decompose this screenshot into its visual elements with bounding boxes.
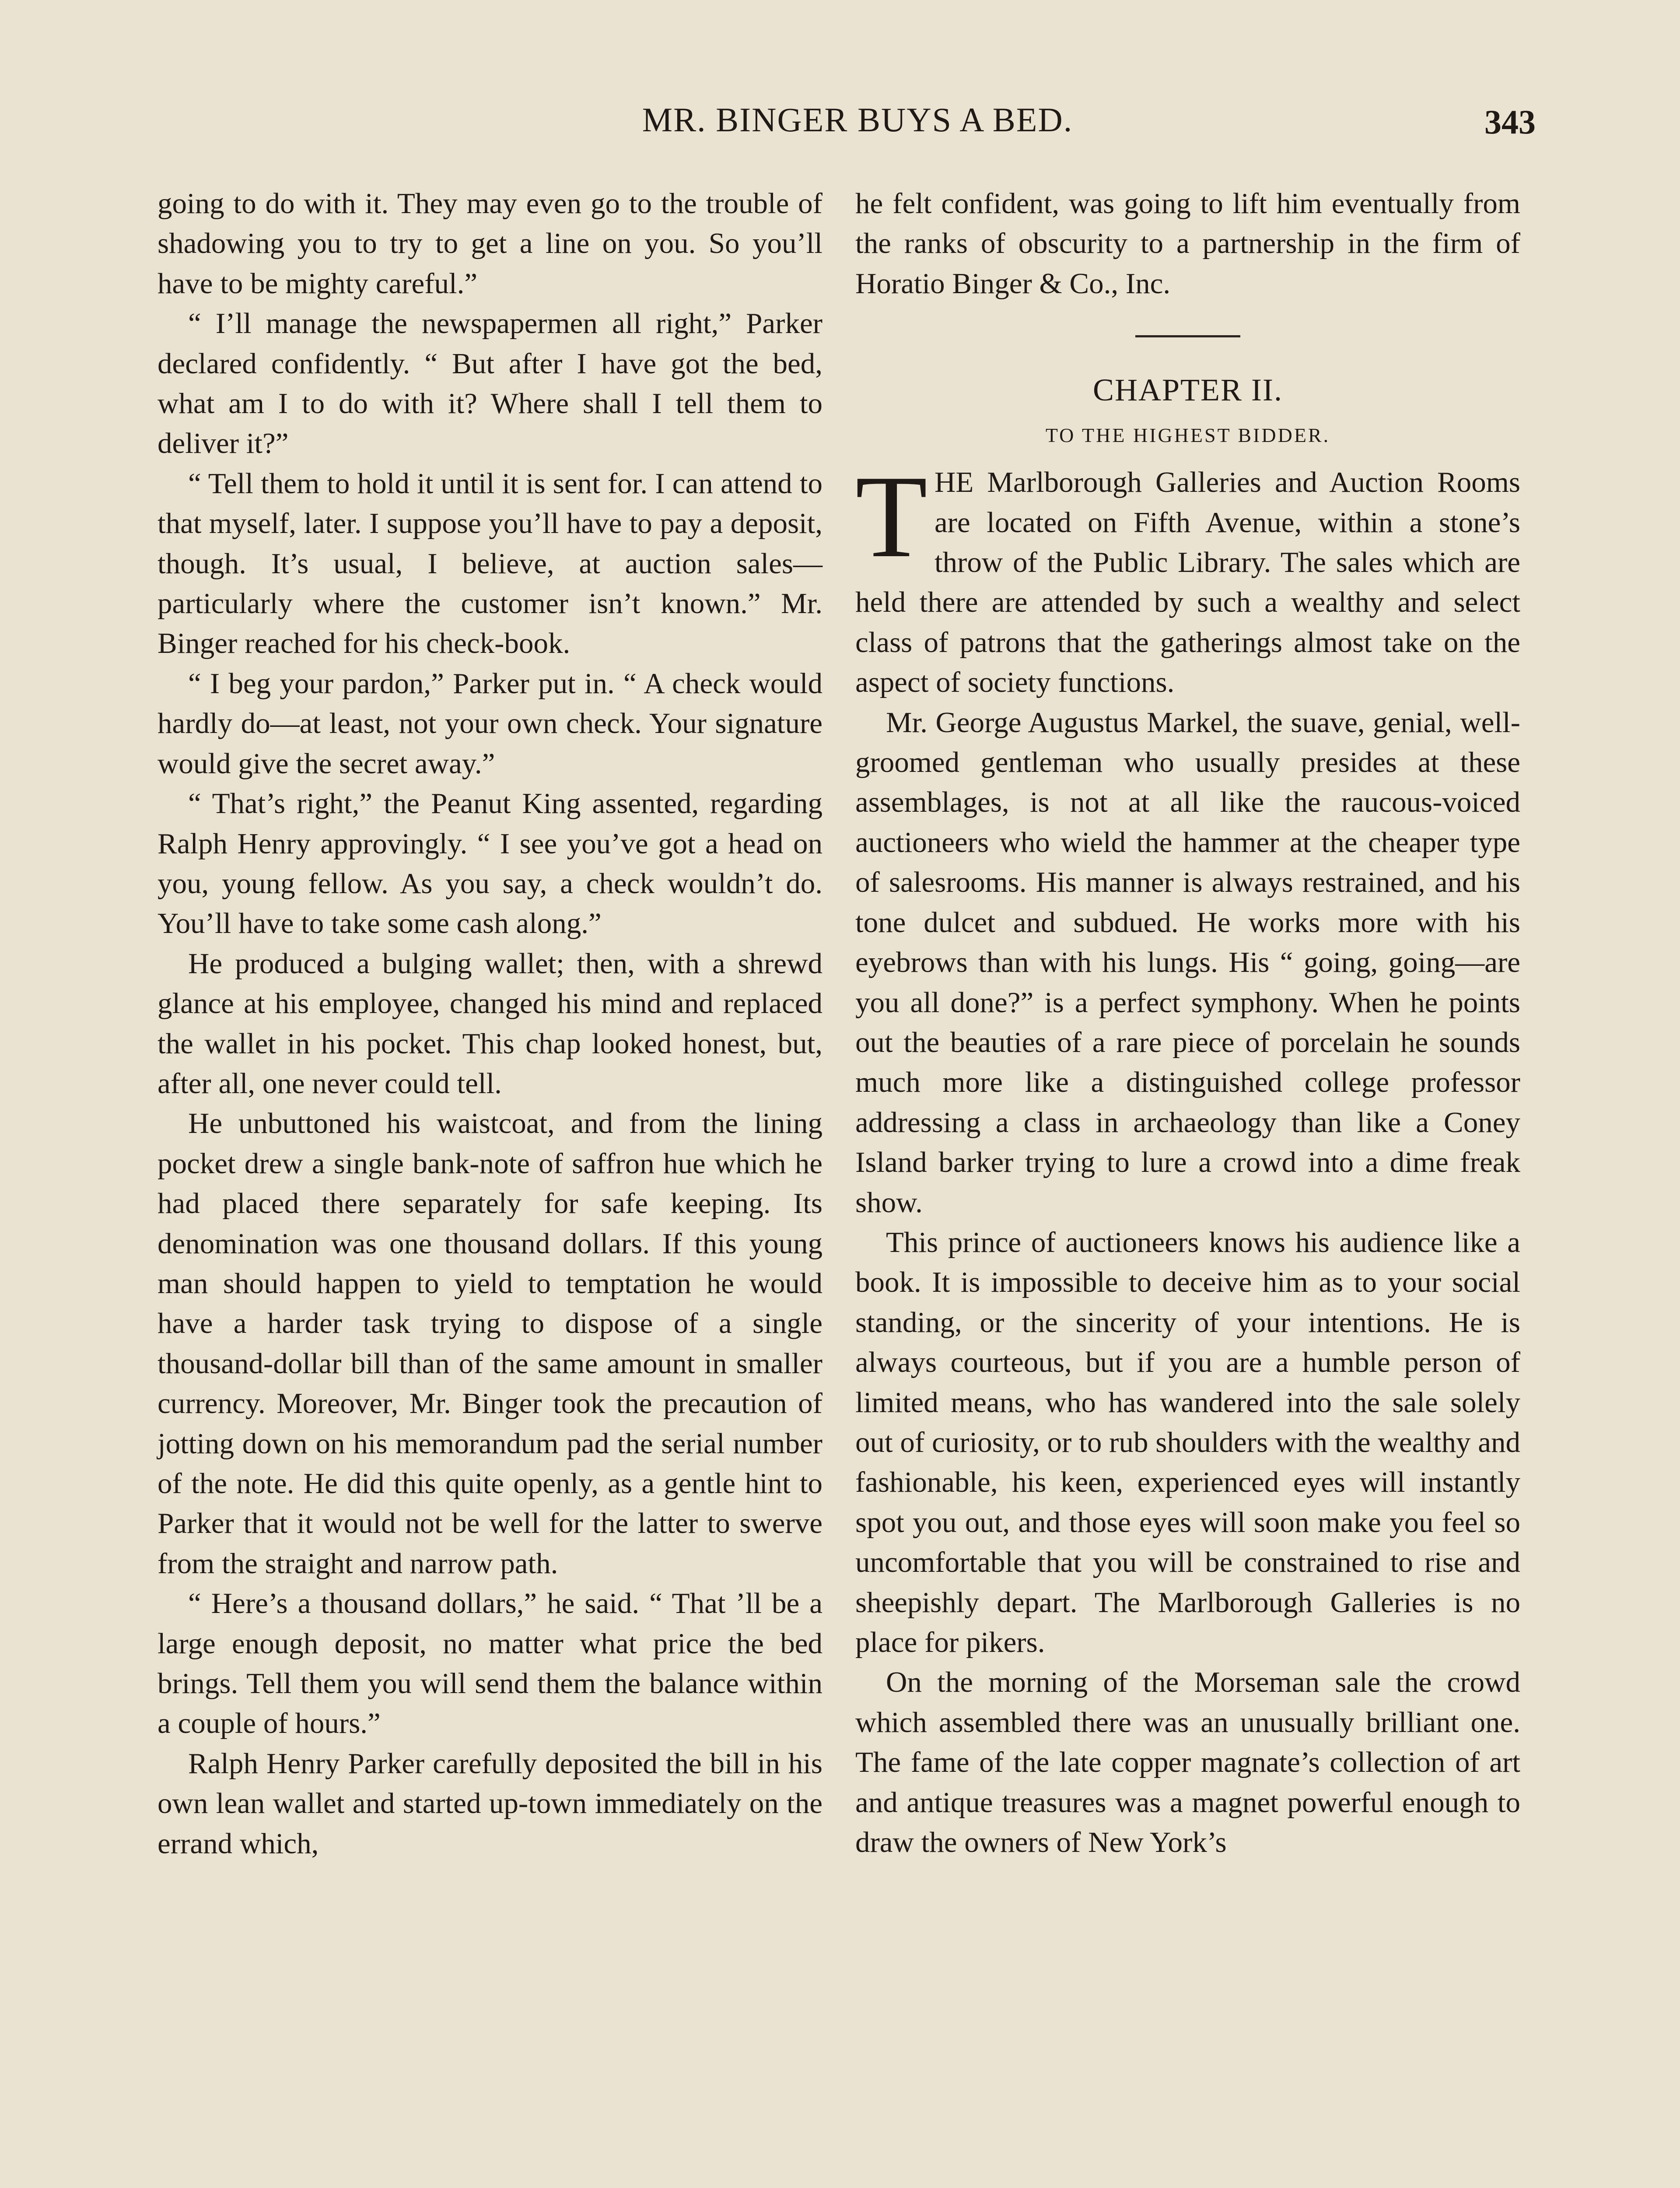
- paragraph: going to do with it. They may even go to the trouble of shadowing you to try to get a line on you. So you’ll have to be mighty careful.”: [158, 187, 822, 300]
- paragraph: “ That’s right,” the Peanut King assented, regarding Ralph Henry approvingly. “ I see you’ve got a head on you, young fellow. As you say, a check wouldn’t do. You’ll have to take some cash along.”: [158, 787, 822, 940]
- running-title: MR. BINGER BUYS A BED.: [642, 101, 1073, 139]
- paragraph: “ I’ll manage the newspapermen all right,” Parker declared confidently. “ But after I have got the bed, what am I to do with it? Where shall I tell them to deliver it?”: [158, 307, 822, 460]
- section-rule: [1135, 335, 1240, 337]
- right-column: [855, 184, 1520, 1862]
- paragraph: On the morning of the Morseman sale the crowd which assembled there was an unusually brilliant one. The fame of the late copper magnate’s collection of art and antique treasures was a magnet powerful enough to draw the owners of New York’s: [855, 1666, 1520, 1859]
- continuation-paragraph: he felt confident, was going to lift him eventually from the ranks of obscurity to a partnership in the firm of Horatio Binger & Co., Inc.: [855, 187, 1520, 300]
- paragraph: “ Here’s a thousand dollars,” he said. “ That ’ll be a large enough deposit, no matter what price the bed brings. Tell them you will send them the balance within a couple of hours.”: [158, 1587, 822, 1740]
- paragraph: “ Tell them to hold it until it is sent for. I can attend to that myself, later. I suppose you’ll have to pay a deposit, though. It’s usual, I believe, at auction sales—particularly where the customer isn’t known.” Mr. Binger reached for his check-book.: [158, 467, 822, 660]
- opening-text: HE Marlborough Galleries and Auction Rooms are located on Fifth Avenue, within a stone’s throw of the Public Library. The sales which are held there are attended by such a wealthy and select class of patrons that the gatherings almost take on the aspect of society functions.: [855, 466, 1520, 699]
- paragraph: He produced a bulging wallet; then, with a shrewd glance at his employee, changed his mind and replaced the wallet in his pocket. This chap looked honest, but, after all, one never could tell.: [158, 947, 822, 1100]
- chapter-subtitle: TO THE HIGHEST BIDDER.: [1045, 424, 1330, 447]
- left-column: [158, 184, 822, 1864]
- paragraph: “ I beg your pardon,” Parker put in. “ A check would hardly do—at least, not your own check. Your signature would give the secret away.”: [158, 667, 822, 780]
- drop-cap: T: [855, 451, 928, 582]
- page-number: 343: [1484, 103, 1536, 141]
- chapter-title: CHAPTER II.: [1093, 372, 1283, 408]
- paragraph: Ralph Henry Parker carefully deposited the bill in his own lean wallet and started up-town immediately on the errand which,: [158, 1747, 822, 1860]
- chapter-opening-paragraph: [855, 451, 1520, 702]
- paragraph: He unbuttoned his waistcoat, and from the lining pocket drew a single bank-note of saffron hue which he had placed there separately for safe keeping. Its denomination was one thousand dollars. If this young man should happen to yield to temptation he would have a harder task trying to dispose of a single thousand-dollar bill than of the same amount in smaller currency. Moreover, Mr. Binger took the precaution of jotting down on his memorandum pad the serial number of the note. He did this quite openly, as a gentle hint to Parker that it would not be well for the latter to swerve from the straight and narrow path.: [158, 1107, 822, 1580]
- paragraph: This prince of auctioneers knows his audience like a book. It is impossible to deceive him as to your social standing, or the sincerity of your intentions. He is always courteous, but if you are a humble person of limited means, who has wandered into the sale solely out of curiosity, or to rub shoulders with the wealthy and fashionable, his keen, experienced eyes will instantly spot you out, and those eyes will soon make you feel so uncomfortable that you will be constrained to rise and sheepishly depart. The Marlborough Galleries is no place for pikers.: [855, 1226, 1520, 1659]
- paragraph: Mr. George Augustus Markel, the suave, genial, well-groomed gentleman who usually presides at these assemblages, is not at all like the raucous-voiced auctioneers who wield the hammer at the cheaper type of salesrooms. His manner is always restrained, and his tone dulcet and subdued. He works more with his eyebrows than with his lungs. His “ going, going—are you all done?” is a perfect symphony. When he points out the beauties of a rare piece of porcelain he sounds much more like a distinguished college professor addressing a class in archaeology than like a Coney Island barker trying to lure a crowd into a dime freak show.: [855, 706, 1520, 1219]
